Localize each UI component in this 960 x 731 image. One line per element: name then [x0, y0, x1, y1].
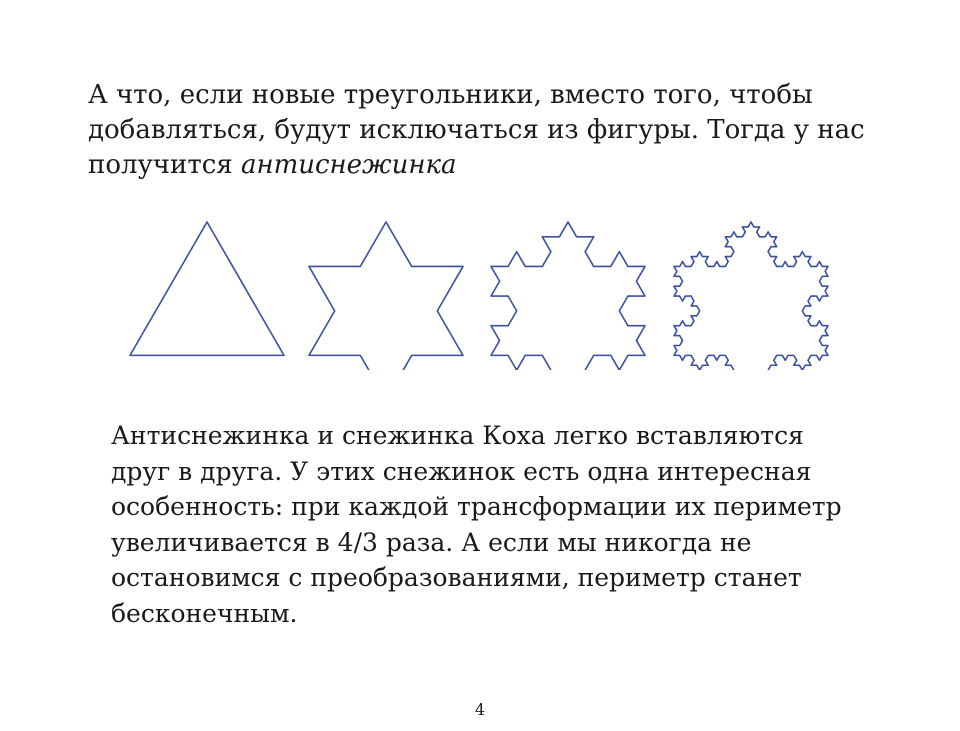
- body-paragraph: [111, 418, 901, 631]
- paragraph-line-5: остановимся с преобразованиями, периметр станет: [111, 563, 802, 592]
- paragraph-line-2: друг в друга. У этих снежинок есть одна интересная: [111, 456, 812, 486]
- paragraph-line-4: увеличивается в 4/3 раза. А если мы никогда не: [111, 527, 752, 557]
- intro-emphasis: антиснежинка: [240, 150, 457, 180]
- intro-body: А что, если новые треугольники, вместо того, чтобы добавляться, будут исключаться из фигуры. Тогда у нас получится: [88, 80, 865, 180]
- page-number: 4: [474, 700, 486, 719]
- paragraph-line-3: особенность: при каждой трансформации их периметр: [111, 492, 842, 521]
- paragraph-line-1: Антиснежинка и снежинка Коха легко вставляются: [111, 421, 804, 450]
- fractal-outline: [309, 222, 463, 370]
- anti-snowflake-iteration-2: [491, 222, 645, 370]
- fractal-outline: [491, 222, 645, 370]
- anti-snowflake-iteration-3: [674, 222, 828, 370]
- paragraph-line-6: бесконечным.: [111, 598, 298, 628]
- anti-snowflake-iterations: [0, 210, 960, 370]
- anti-snowflake-iteration-0: [130, 222, 284, 355]
- fractal-outline: [674, 222, 828, 370]
- anti-snowflake-iteration-1: [309, 222, 463, 370]
- fractal-outline: [130, 222, 284, 355]
- intro-text: [88, 78, 888, 183]
